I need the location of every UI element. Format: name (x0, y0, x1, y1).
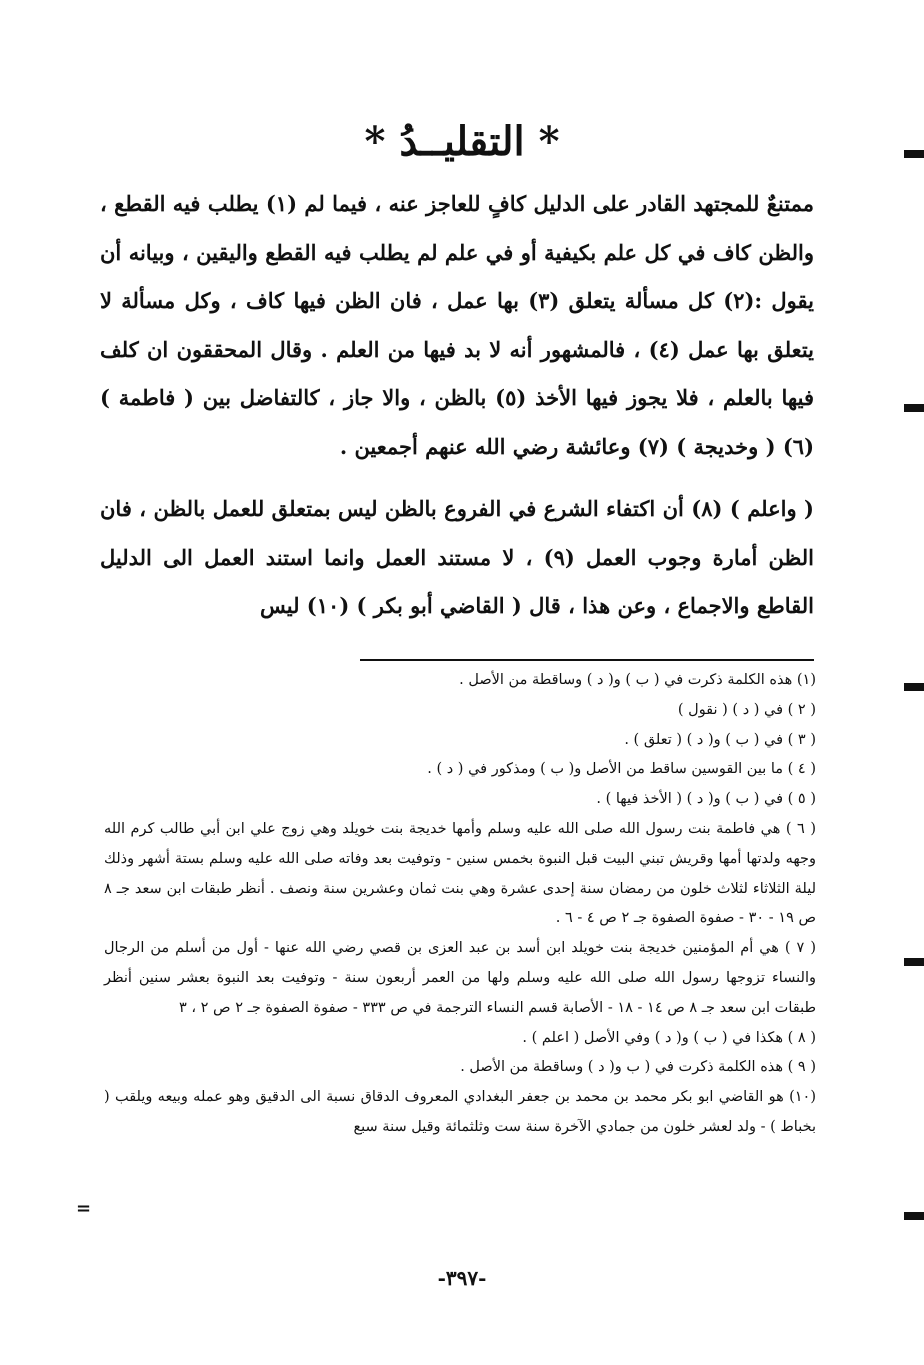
margin-mark (904, 404, 924, 412)
main-text (100, 180, 814, 631)
footnote-8: ( ٨ ) هكذا في ( ب ) و( د ) وفي الأصل ( اعلم ) . (522, 1029, 816, 1046)
footnote-5: ( ٥ ) في ( ب ) و( د ) ( الأخذ فيها ) . (596, 791, 816, 808)
continuation-mark: = (76, 1198, 92, 1219)
footnote-10: (١٠) هو القاضي ابو بكر محمد بن محمد بن جعفر البغدادي المعروف الدقاق نسبة الى الدقيق وهو عمله وبيعه ويلقب ( بخباط ) - ولد لعشر خلون من جمادي الآخرة سنة ست وثلثمائة وقيل سنة سبع (104, 1089, 816, 1135)
paragraph-1: ممتنعٌ للمجتهد القادر على الدليل كافٍ للعاجز عنه ، فيما لم (١) يطلب فيه القطع ، والظن كاف في كل علم بكيفية أو في علم لم يطلب فيه القطع واليقين ، وبيانه أن يقول :(٢) كل مسألة يتعلق (٣) بها عمل ، فان الظن فيها كاف ، وكل مسألة لا يتعلق بها عمل (٤) ، فالمشهور أنه لا بد فيها من العلم . وقال المحققون ان كلف فيها بالعلم ، فلا يجوز فيها الأخذ (٥) بالظن ، والا جاز ، كالتفاضل بين ( فاطمة ) (٦) ( وخديجة ) (٧) وعائشة رضي الله عنهم أجمعين . (100, 191, 815, 459)
footnote-1: (١) هذه الكلمة ذكرت في ( ب ) و( د ) وساقطة من الأصل . (459, 672, 816, 688)
margin-mark (904, 150, 924, 158)
margin-mark (904, 1212, 924, 1220)
footnotes-list (104, 666, 816, 1143)
footnote-2: ( ٢ ) في ( د ) ( نقول ) (677, 701, 816, 718)
page-number: -٣٩٧- (437, 1266, 487, 1290)
margin-mark (904, 958, 924, 966)
footnote-3: ( ٣ ) في ( ب ) و( د ) ( تعلق ) . (624, 731, 816, 748)
footnote-9: ( ٩ ) هذه الكلمة ذكرت في ( ب و( د ) وساقطة من الأصل . (460, 1059, 816, 1076)
footnote-4: ( ٤ ) ما بين القوسين ساقط من الأصل و( ب ) ومذكور في ( د ) . (427, 761, 816, 778)
margin-mark (904, 683, 924, 691)
footnote-separator (360, 659, 814, 661)
footnote-6: ( ٦ ) هي فاطمة بنت رسول الله صلى الله عليه وسلم وأمها خديجة بنت خويلد وهي زوج علي ابن أبي طالب كرم الله وجهه ولدتها أمها وقريش تبني البيت قبل النبوة بخمس سنين - وتوفيت بعد وفاته صلى الله عليه وسلم بستة أشهر وذلك ليلة الثلاثاء لثلاث خلون من رمضان سنة إحدى عشرة وهي بنت ثمان وعشرين سنة ونصف . أنظر طبقات ابن سعد جـ ٨ ص ١٩ - ٣٠ - صفوة الصفوة جـ ٢ ص ٤ - ٦ . (104, 820, 816, 927)
footnote-7: ( ٧ ) هي أم المؤمنين خديجة بنت خويلد ابن أسد بن عبد العزى بن قصي رضي الله عنها - أول من أسلم من الرجال والنساء تزوجها رسول الله صلى الله عليه وسلم ولها من العمر أربعون سنة - وتوفيت بعد النبوة بعشر سنين أنظر طبقات ابن سعد جـ ٨ ص ١٤ - ١٨ - الأصابة قسم النساء الترجمة في ص ٣٣٣ - صفوة الصفوة جـ ٢ ص ٢ ، ٣ (104, 940, 816, 1016)
page-title: * التقليــدُ * (364, 118, 560, 165)
paragraph-2: ( واعلم ) (٨) أن اكتفاء الشرع في الفروع بالظن ليس بمتعلق للعمل بالظن ، فان الظن أمارة وجوب العمل (٩) ، لا مستند العمل وانما استند العمل الى الدليل القاطع والاجماع ، وعن هذا ، قال ( القاضي أبو بكر ) (١٠) ليس (100, 496, 814, 618)
